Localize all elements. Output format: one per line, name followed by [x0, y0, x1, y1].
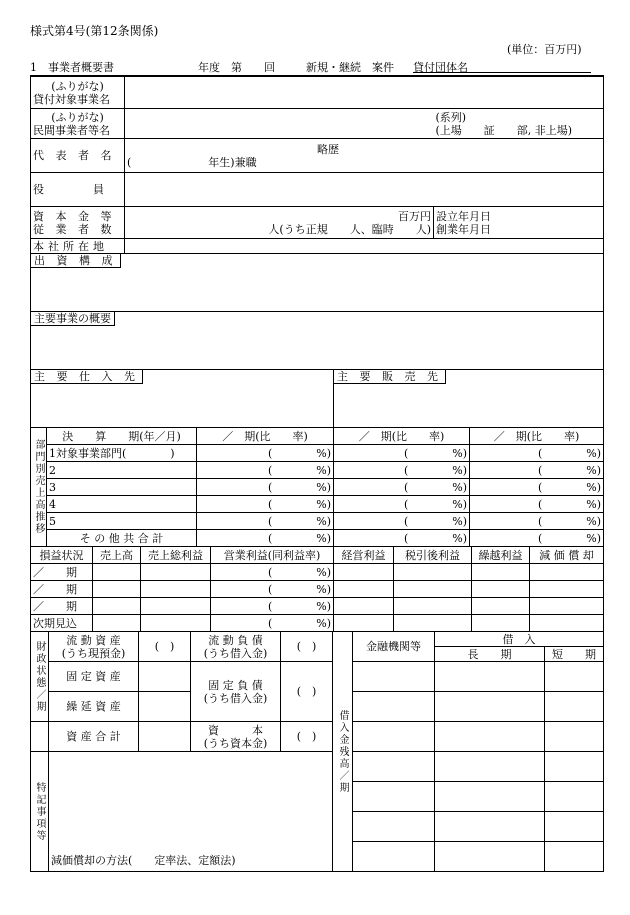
pct-cell[interactable]: ( %) — [334, 462, 470, 479]
loan-short-cell[interactable] — [545, 812, 604, 842]
pct-cell[interactable]: ( %) — [470, 530, 604, 547]
hq-label: 本社所在地 — [31, 239, 125, 254]
loan-long-cell[interactable] — [435, 722, 545, 752]
loan-long-cell[interactable] — [435, 842, 545, 872]
pl-header: 営業利益(同利益率) — [211, 547, 334, 564]
pct-cell[interactable]: ( %) — [197, 496, 334, 513]
sales-side-label: 部門別売上高推移 — [31, 428, 47, 547]
pl-pct[interactable]: ( %) — [211, 598, 334, 615]
pct-cell[interactable]: ( %) — [197, 513, 334, 530]
fixed-assets-label: 固 定 資 産 — [49, 662, 139, 692]
pl-header: 経営利益 — [334, 547, 394, 564]
private-name-label: (ふりがな) 民間事業者等名 — [31, 109, 125, 139]
period-col-1: ／ 期(比 率) — [197, 428, 334, 445]
pct-cell[interactable]: ( %) — [334, 496, 470, 513]
deferred-assets-value[interactable] — [139, 692, 191, 722]
supplier-cell[interactable] — [31, 370, 334, 428]
bank-header: 金融機関等 — [353, 632, 435, 662]
pl-period: ／ 期 — [31, 581, 93, 598]
loan-short-cell[interactable] — [545, 842, 604, 872]
pl-cell[interactable] — [93, 615, 141, 632]
representative-label: 代 表 者 名 — [31, 139, 125, 173]
capital-label: 資 本 (うち資本金) — [191, 722, 281, 752]
supplier-label: 主 要 仕 入 先 — [31, 370, 143, 384]
total-assets-label: 資 産 合 計 — [49, 722, 139, 752]
sales-table — [30, 427, 604, 547]
fixed-liab-paren[interactable]: ( ) — [281, 662, 333, 722]
pl-header: 損益状況 — [31, 547, 93, 564]
pl-cell[interactable] — [394, 564, 472, 581]
pl-cell[interactable] — [530, 581, 604, 598]
pl-cell[interactable] — [93, 564, 141, 581]
pl-pct[interactable]: ( %) — [211, 581, 334, 598]
officers-field[interactable] — [125, 173, 604, 207]
pct-cell[interactable]: ( %) — [334, 513, 470, 530]
pct-cell[interactable]: ( %) — [197, 445, 334, 462]
pl-cell[interactable] — [472, 615, 530, 632]
capital-employees-field[interactable]: 百万円 人(うち正規 人、臨時 人) — [125, 207, 434, 239]
investment-cell[interactable] — [31, 254, 604, 312]
pl-cell[interactable] — [394, 615, 472, 632]
pct-cell[interactable]: ( %) — [334, 530, 470, 547]
loan-long-cell[interactable] — [435, 782, 545, 812]
period-header: 決 算 期(年／月) — [47, 428, 197, 445]
loan-bank-cell[interactable] — [353, 662, 435, 692]
customer-cell[interactable] — [334, 370, 604, 428]
depreciation-method: 減価償却の方法( 定率法、定額法) — [51, 854, 236, 867]
pl-cell[interactable] — [530, 564, 604, 581]
lender-label: 貸付団体名 — [413, 61, 468, 74]
pct-cell[interactable]: ( %) — [470, 462, 604, 479]
customer-label: 主 要 販 売 先 — [334, 370, 446, 384]
pl-header: 減 価 償 却 — [530, 547, 604, 564]
pl-cell[interactable] — [334, 598, 394, 615]
borrow-header: 借 入 — [435, 632, 604, 647]
short-header: 短 期 — [545, 647, 604, 662]
pl-pct[interactable]: ( %) — [211, 564, 334, 581]
pl-header: 売上高 — [93, 547, 141, 564]
fixed-assets-value[interactable] — [139, 662, 191, 692]
private-name-field[interactable] — [125, 109, 434, 139]
current-assets-label: 流 動 資 産 (うち現預金) — [49, 632, 139, 662]
finance-table — [30, 631, 604, 872]
pl-cell[interactable] — [472, 581, 530, 598]
profile-table — [30, 76, 604, 872]
pl-cell[interactable] — [141, 581, 211, 598]
pl-cell[interactable] — [334, 615, 394, 632]
pct-cell[interactable]: ( %) — [197, 462, 334, 479]
business-cell[interactable] — [31, 312, 604, 370]
pl-pct[interactable]: ( %) — [211, 615, 334, 632]
affiliation-cell[interactable]: (系列) (上場 証 部, 非上場) — [434, 109, 604, 139]
pl-header: 税引後利益 — [394, 547, 472, 564]
capital-paren[interactable]: ( ) — [281, 722, 333, 752]
pl-period: 次期見込 — [31, 615, 93, 632]
loan-long-cell[interactable] — [435, 692, 545, 722]
loan-bank-cell[interactable] — [353, 692, 435, 722]
pl-cell[interactable] — [334, 564, 394, 581]
case-type: 新規・継続 案件 — [306, 61, 394, 74]
notes-field[interactable] — [49, 752, 333, 872]
period-col-2: ／ 期(比 率) — [334, 428, 470, 445]
loan-side-label: 借入金残高／期 — [333, 632, 353, 872]
sales-total-row: そ の 他 共 合 計 — [47, 530, 197, 547]
pl-period: ／ 期 — [31, 598, 93, 615]
pl-cell[interactable] — [334, 581, 394, 598]
loan-short-cell[interactable] — [545, 722, 604, 752]
pl-cell[interactable] — [93, 598, 141, 615]
sales-row: 5 — [47, 513, 197, 530]
pl-cell[interactable] — [530, 615, 604, 632]
pl-cell[interactable] — [141, 564, 211, 581]
officers-label: 役 員 — [31, 173, 125, 207]
pl-cell[interactable] — [93, 581, 141, 598]
loan-long-cell[interactable] — [435, 662, 545, 692]
unit-note: (単位：百万円) — [507, 43, 582, 56]
current-assets-paren[interactable]: ( ) — [139, 632, 191, 662]
finance-side-label: 財政状態／期 — [31, 632, 49, 722]
pl-header: 売上総利益 — [141, 547, 211, 564]
pct-cell[interactable]: ( %) — [470, 479, 604, 496]
loan-short-cell[interactable] — [545, 752, 604, 782]
sales-row: 2 — [47, 462, 197, 479]
pct-cell[interactable]: ( %) — [197, 479, 334, 496]
deferred-assets-label: 繰 延 資 産 — [49, 692, 139, 722]
sales-row: 3 — [47, 479, 197, 496]
loan-long-cell[interactable] — [435, 752, 545, 782]
pl-cell[interactable] — [472, 564, 530, 581]
pct-cell[interactable]: ( %) — [470, 445, 604, 462]
dates-cell[interactable]: 設立年月日 創業年月日 — [434, 207, 604, 239]
pct-cell[interactable]: ( %) — [334, 445, 470, 462]
pct-cell[interactable]: ( %) — [470, 496, 604, 513]
loan-long-cell[interactable] — [435, 812, 545, 842]
sales-row: 4 — [47, 496, 197, 513]
target-name-label: (ふりがな) 貸付対象事業名 — [31, 77, 125, 109]
long-header: 長 期 — [435, 647, 545, 662]
pl-period: ／ 期 — [31, 564, 93, 581]
representative-field[interactable]: 略歴 ( 年生)兼職 — [125, 139, 604, 173]
pl-cell[interactable] — [394, 598, 472, 615]
capital-employees-label: 資 本 金 等 従 業 者 数 — [31, 207, 125, 239]
target-name-field[interactable] — [125, 77, 604, 109]
current-liab-label: 流 動 負 債 (うち借入金) — [191, 632, 281, 662]
total-assets-value[interactable] — [139, 722, 191, 752]
notes-side-label: 特記事項等 — [31, 752, 49, 872]
lender-field[interactable] — [413, 58, 591, 73]
pl-cell[interactable] — [530, 598, 604, 615]
business-label: 主要事業の概要 — [31, 312, 115, 326]
loan-bank-cell[interactable] — [353, 782, 435, 812]
pl-cell[interactable] — [394, 581, 472, 598]
sales-row: 1対象事業部門( ) — [47, 445, 197, 462]
loan-bank-cell[interactable] — [353, 752, 435, 782]
pct-cell[interactable]: ( %) — [470, 513, 604, 530]
pct-cell[interactable]: ( %) — [197, 530, 334, 547]
investment-label: 出 資 構 成 — [31, 254, 121, 268]
loan-bank-cell[interactable] — [353, 722, 435, 752]
hq-field[interactable] — [125, 239, 604, 254]
pl-cell[interactable] — [141, 615, 211, 632]
loan-bank-cell[interactable] — [353, 842, 435, 872]
loan-bank-cell[interactable] — [353, 812, 435, 842]
current-liab-paren[interactable]: ( ) — [281, 632, 333, 662]
fixed-liab-label: 固 定 負 債 (うち借入金) — [191, 662, 281, 722]
period-col-3: ／ 期(比 率) — [470, 428, 604, 445]
pl-header: 繰越利益 — [472, 547, 530, 564]
pl-cell[interactable] — [141, 598, 211, 615]
pl-table — [30, 546, 604, 632]
loan-short-cell[interactable] — [545, 692, 604, 722]
pl-cell[interactable] — [472, 598, 530, 615]
loan-short-cell[interactable] — [545, 662, 604, 692]
form-number: 様式第4号(第12条関係) — [30, 24, 159, 38]
year-round: 年度 第 回 — [198, 61, 275, 74]
section-title: 1 事業者概要書 — [30, 61, 114, 74]
loan-short-cell[interactable] — [545, 782, 604, 812]
pct-cell[interactable]: ( %) — [334, 479, 470, 496]
